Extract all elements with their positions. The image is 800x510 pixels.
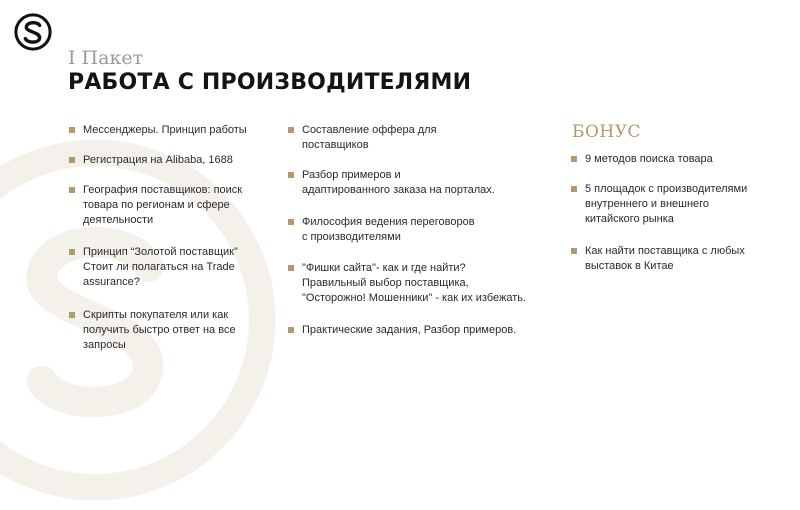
column1-list <box>69 123 269 353</box>
list-item <box>69 308 269 353</box>
list-item-text: Скрипты покупателя или как получить быстро ответ на все запросы <box>83 309 236 351</box>
list-item-text: Регистрация на Alibaba, 1688 <box>83 154 233 166</box>
list-item <box>69 245 269 290</box>
list-item-text: География поставщиков: поиск товара по регионам и сфере деятельности <box>83 184 243 226</box>
list-item-text: Составление оффера для поставщиков <box>302 124 437 151</box>
column2-list <box>288 123 538 338</box>
list-item-text: 9 методов поиска товара <box>585 153 713 165</box>
package-subtitle: I Пакет <box>68 47 144 69</box>
list-item <box>69 123 269 138</box>
s-ring-logo-icon <box>14 13 52 51</box>
list-item <box>571 182 761 227</box>
page-title: РАБОТА С ПРОИЗВОДИТЕЛЯМИ <box>68 70 472 95</box>
list-item <box>69 183 269 228</box>
list-item-text: Философия ведения переговоров с производителями <box>302 216 475 243</box>
list-item <box>288 323 538 338</box>
list-item-text: Разбор примеров и адаптированного заказа на порталах. <box>302 169 495 196</box>
list-item <box>571 244 761 274</box>
list-item-text: Практические задания, Разбор примеров. <box>302 324 517 336</box>
list-item-text: Как найти поставщика с любых выставок в Китае <box>585 245 745 272</box>
list-item <box>571 152 761 167</box>
list-item <box>288 168 538 198</box>
list-item-text: Мессенджеры. Принцип работы <box>83 124 247 136</box>
list-item <box>288 261 538 306</box>
bonus-list <box>571 152 761 274</box>
list-item-text: Принцип “Золотой поставщик” Стоит ли полагаться на Trade assurance? <box>83 246 238 288</box>
bonus-heading: БОНУС <box>572 122 642 142</box>
list-item-text: "Фишки сайта"- как и где найти? Правильный выбор поставщика, "Осторожно! Мошенники" - как их избежать. <box>302 262 527 304</box>
list-item <box>69 153 269 168</box>
list-item-text: 5 площадок с производителями внутреннего и внешнего китайского рынка <box>585 183 748 225</box>
list-item <box>288 123 538 153</box>
list-item <box>288 215 538 245</box>
